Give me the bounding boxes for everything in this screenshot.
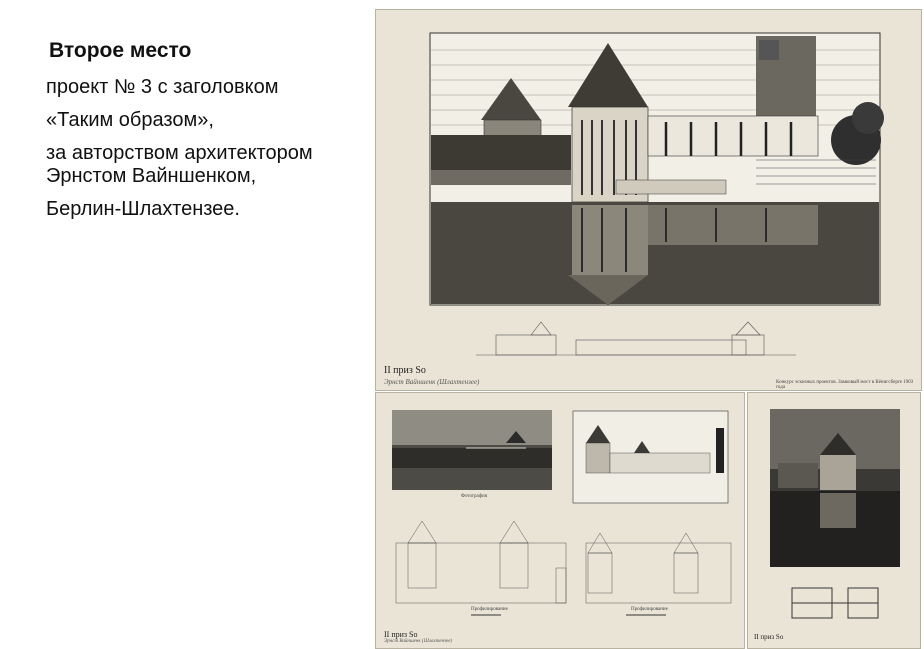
text-line-4: Эрнстом Вайншенком, xyxy=(46,165,257,187)
text-line-5: Берлин-Шлахтензее. xyxy=(46,198,240,220)
main-note: Конкурс эскизных проектов. Замковый мост в Кёнигсберге 1903 года xyxy=(776,380,914,390)
main-prize-label: II приз So xyxy=(384,365,426,376)
bottom-left-prize-label: II приз So xyxy=(384,630,418,639)
main-drawing-sheet xyxy=(375,9,922,391)
slide-text xyxy=(46,38,376,221)
main-author-label: Эрнст Вайншенк (Шлахтензее) xyxy=(384,378,480,386)
text-line-1: проект № 3 с заголовком xyxy=(46,76,279,98)
perspective-drawing xyxy=(376,10,921,390)
bottom-left-author: Эрнст Вайншенк (Шлахтензее) xyxy=(384,639,453,644)
text-line-2: «Таким образом», xyxy=(46,109,214,131)
text-line-3: за авторством архитектором xyxy=(46,142,313,164)
section-a-label: Профилирование xyxy=(471,607,508,612)
section-b-label: Профилирование xyxy=(631,607,668,612)
bottom-left-drawings xyxy=(376,393,744,648)
bottom-right-drawings xyxy=(748,393,920,648)
slide-title: Второе место xyxy=(49,39,192,62)
bottom-left-drawing-sheet xyxy=(375,392,745,649)
photo-caption: Фотография xyxy=(461,494,487,499)
bottom-right-drawing-sheet xyxy=(747,392,921,649)
bottom-right-prize-label: II приз So xyxy=(754,633,784,641)
